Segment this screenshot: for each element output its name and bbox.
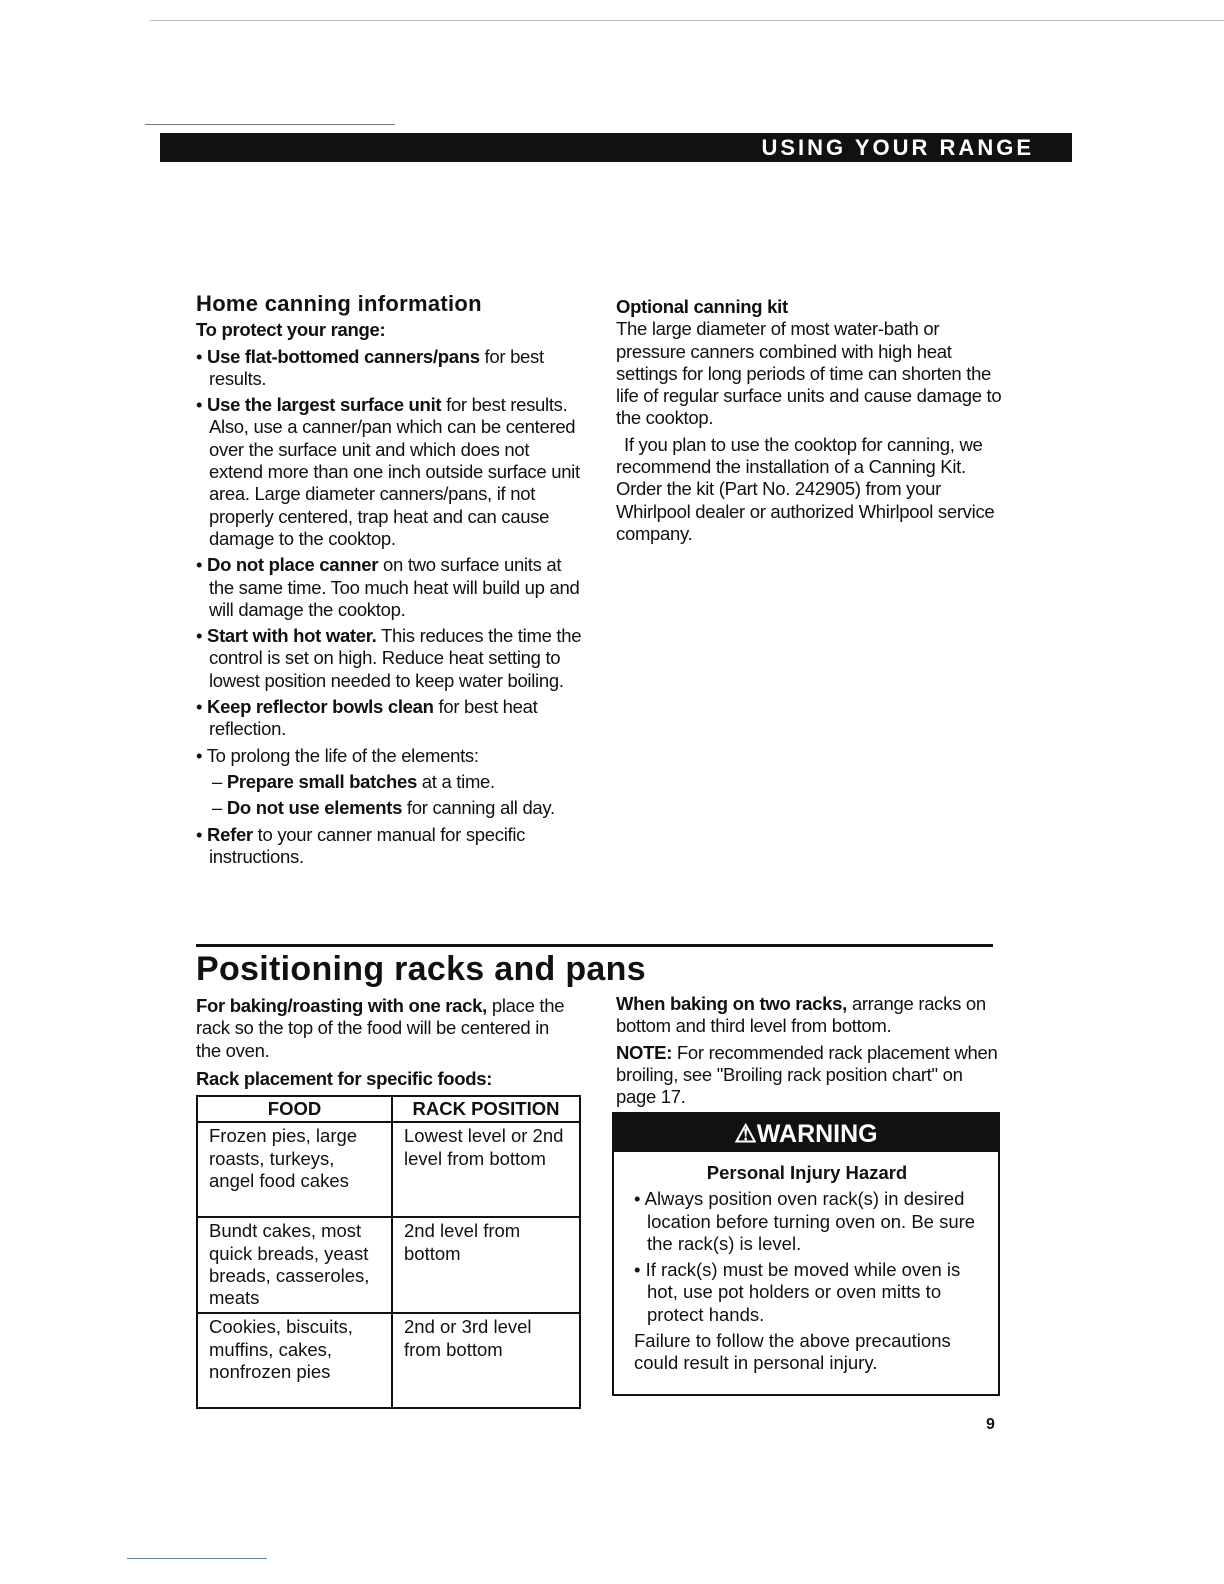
note-paragraph: NOTE: For recommended rack placement when broiling, see "Broiling rack position chart" on page 17. <box>616 1041 998 1108</box>
warning-bar <box>614 1114 998 1152</box>
rack-placement-table <box>196 1095 581 1409</box>
table-row <box>197 1313 580 1408</box>
table-header-row <box>197 1096 580 1122</box>
food-cell: Frozen pies, large roasts, turkeys, angel food cakes <box>197 1122 392 1217</box>
sub-list-item: – Do not use elements for canning all day. <box>212 797 555 819</box>
list-item: • Refer to your canner manual for specific instructions. <box>196 823 526 867</box>
table-row <box>197 1122 580 1217</box>
section-title: USING YOUR RANGE <box>761 135 1034 160</box>
list-item: • To prolong the life of the elements: <box>196 744 479 766</box>
canning-section <box>196 293 586 868</box>
warning-footer: Failure to follow the above precautions could result in personal injury. <box>634 1330 951 1374</box>
list-item: • Use flat-bottomed canners/pans for best results. <box>196 345 544 389</box>
section-divider <box>196 944 993 947</box>
canning-heading: Home canning information <box>196 291 482 316</box>
intro-paragraph: For baking/roasting with one rack, place the rack so the top of the food will be centered in the oven. <box>196 995 565 1061</box>
table-row <box>197 1217 580 1313</box>
canning-list <box>196 346 586 869</box>
two-racks-section <box>616 993 1001 1108</box>
warning-triangle-icon: ⚠ <box>734 1120 757 1148</box>
warning-subtitle: Personal Injury Hazard <box>706 1162 908 1183</box>
warning-title: WARNING <box>756 1120 878 1148</box>
kit-heading: Optional canning kit <box>616 296 788 317</box>
food-cell: Bundt cakes, most quick breads, yeast breads, casseroles, meats <box>197 1217 392 1313</box>
page-number: 9 <box>986 1416 995 1433</box>
section-header-bar <box>160 133 1072 162</box>
position-cell: Lowest level or 2nd level from bottom <box>392 1122 580 1217</box>
position-cell: 2nd or 3rd level from bottom <box>392 1313 580 1408</box>
food-cell: Cookies, biscuits, muffins, cakes, nonfrozen pies <box>197 1313 392 1408</box>
list-item: • If rack(s) must be moved while oven is hot, use pot holders or oven mitts to protect hands. <box>634 1259 961 1325</box>
position-cell: 2nd level from bottom <box>392 1217 580 1313</box>
canning-kit-section <box>616 296 1006 545</box>
sub-list-item: – Prepare small batches at a time. <box>212 770 495 792</box>
scan-line <box>150 20 1224 21</box>
canning-subheading: To protect your range: <box>196 319 386 341</box>
list-item: • Do not place canner on two surface units at the same time. Too much heat will build up and will damage the cooktop. <box>196 554 580 620</box>
kit-paragraph: If you plan to use the cooktop for canning, we recommend the installation of a Canning Kit. Order the kit (Part No. 242905) from your Whirlpool dealer or authorized Whirlpool service company. <box>616 433 995 544</box>
racks-intro <box>196 995 576 1090</box>
scan-line <box>145 124 395 125</box>
kit-paragraph: The large diameter of most water-bath or pressure canners combined with high heat settings for long periods of time can shorten the life of regular surface units and cause damage to the cooktop. <box>616 318 1002 429</box>
table-caption: Rack placement for specific foods: <box>196 1067 493 1089</box>
two-racks-paragraph: When baking on two racks, arrange racks on bottom and third level from bottom. <box>616 993 986 1037</box>
warning-box <box>612 1112 1000 1396</box>
scan-line <box>127 1558 267 1559</box>
racks-title: Positioning racks and pans <box>196 950 646 988</box>
list-item: • Always position oven rack(s) in desired location before turning oven on. Be sure the rack(s) is level. <box>634 1188 976 1254</box>
column-header: FOOD <box>197 1096 392 1122</box>
list-item: • Keep reflector bowls clean for best heat reflection. <box>196 696 538 740</box>
list-item: • Use the largest surface unit for best results. Also, use a canner/pan which can be centered over the surface unit and which does not extend more than one inch outside surface unit area. Large diameter canners/pans, if not properly centered, trap heat and can cause damage to the cooktop. <box>196 394 580 549</box>
list-item: • Start with hot water. This reduces the time the control is set on high. Reduce heat setting to lowest position needed to keep water boiling. <box>196 625 582 691</box>
column-header: RACK POSITION <box>392 1096 580 1122</box>
